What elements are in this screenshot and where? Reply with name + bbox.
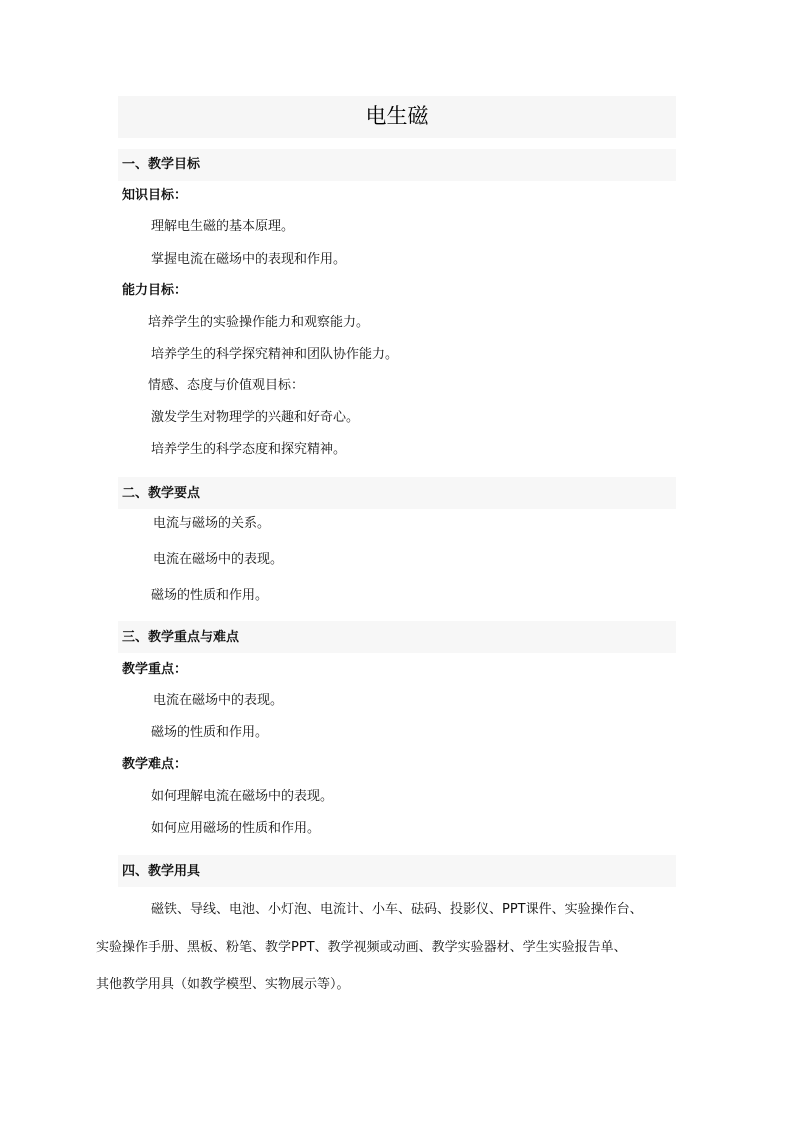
ability-objectives-label: 能力目标： — [122, 283, 188, 298]
list-item: 如何应用磁场的性质和作用。 — [151, 821, 321, 836]
list-item: 培养学生的科学探究精神和团队协作能力。 — [151, 347, 399, 362]
section-band — [118, 855, 676, 887]
focus-label: 教学重点： — [122, 662, 188, 677]
tools-line: 实验操作手册、黑板、粉笔、教学PPT、教学视频或动画、教学实验器材、学生实验报告单、 — [96, 940, 627, 955]
list-item: 培养学生的实验操作能力和观察能力。 — [148, 315, 370, 330]
list-item: 电流与磁场的关系。 — [153, 516, 271, 531]
document-title: 电生磁 — [365, 104, 429, 128]
list-item: 磁场的性质和作用。 — [151, 725, 269, 740]
list-item: 如何理解电流在磁场中的表现。 — [151, 789, 334, 804]
list-item: 掌握电流在磁场中的表现和作用。 — [151, 252, 347, 267]
section-band — [118, 149, 676, 181]
list-item: 培养学生的科学态度和探究精神。 — [151, 442, 347, 457]
attitude-objectives-label: 情感、态度与价值观目标： — [148, 378, 305, 393]
tools-line: 磁铁、导线、电池、小灯泡、电流计、小车、砝码、投影仪、PPT课件、实验操作台、 — [151, 902, 643, 917]
list-item: 电流在磁场中的表现。 — [153, 552, 284, 567]
section-heading-focus-difficulty: 三、教学重点与难点 — [122, 630, 240, 645]
list-item: 激发学生对物理学的兴趣和好奇心。 — [151, 410, 360, 425]
section-heading-objectives: 一、教学目标 — [122, 157, 201, 172]
list-item: 磁场的性质和作用。 — [151, 588, 269, 603]
list-item: 电流在磁场中的表现。 — [153, 693, 284, 708]
knowledge-objectives-label: 知识目标： — [122, 188, 188, 203]
section-heading-tools: 四、教学用具 — [122, 864, 201, 879]
section-heading-key-points: 二、教学要点 — [122, 486, 201, 501]
tools-line: 其他教学用具（如教学模型、实物展示等）。 — [96, 977, 350, 992]
difficulty-label: 教学难点： — [122, 757, 188, 772]
section-band — [118, 477, 676, 509]
list-item: 理解电生磁的基本原理。 — [151, 219, 295, 234]
